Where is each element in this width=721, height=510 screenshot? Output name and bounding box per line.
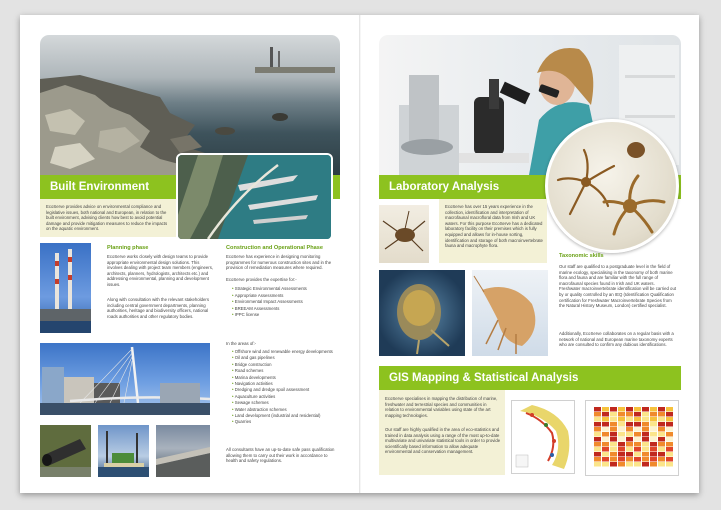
heatmap-cell (594, 422, 601, 427)
heatmap-cell (602, 432, 609, 437)
quay-photo (156, 425, 210, 477)
heatmap-cell (658, 457, 665, 462)
construction-heading: Construction and Operational Phase (226, 245, 323, 251)
copepod-specimen-photo (379, 270, 465, 356)
heatmap-cell (634, 427, 641, 432)
construction-closing: All consultants have an up-to-date safe pass qualification allowing them to carry out their work in accordance to health and safety regulations. (226, 447, 335, 464)
heatmap-cell (650, 412, 657, 417)
heatmap-cell (650, 447, 657, 452)
planning-phase-para1: EcoServe works closely with design teams to provide appropriate environmental design solutions. This involves dealing with project team members (engineers, architects, planners, hydrologists, architects etc.) and addressing environmental, planning and development issues. (107, 254, 214, 287)
heatmap-cell (658, 407, 665, 412)
area-item: • Road schemes (232, 368, 340, 374)
heatmap-cell (602, 457, 609, 462)
heatmap-cell (642, 417, 649, 422)
heatmap-cell (610, 437, 617, 442)
heatmap-cell (626, 427, 633, 432)
brochure-spread (20, 15, 699, 493)
area-item: • Oil and gas pipelines (232, 355, 340, 361)
heatmap-cell (602, 412, 609, 417)
area-item: • Dredging and dredge spoil assessment (232, 387, 340, 393)
right-page (379, 35, 681, 475)
heatmap-cell (626, 457, 633, 462)
heatmap-cell (658, 447, 665, 452)
taxonomic-skills-para1: Our staff are qualified to a postgraduate level in the field of marine ecology, specialising in the taxonomy of both marine flora and fauna and are familiar with the full range of macrofaunal species found in Irish and UK waters. Freshwater macroinvertebrate identification will be carried out by or quality controlled by an IEQ (Identification Qualification certification for Freshwater Macroinvertebrate Species from the Natural History Museum, London) certified specialist. (559, 264, 677, 309)
heatmap-cell (666, 427, 673, 432)
built-environment-intro: EcoServe provides advice on environmental compliance and legislative issues, both national and European, in relation to the built environment, advising clients how best to avoid potential damage and provide mitigation measures to reduce the impacts on the aquatic environment. (46, 204, 168, 232)
heatmap-cell (594, 432, 601, 437)
heatmap-cell (626, 447, 633, 452)
heatmap-cell (634, 447, 641, 452)
heatmap-cell (610, 407, 617, 412)
heatmap-cell (610, 457, 617, 462)
heatmap-cell (602, 437, 609, 442)
area-item: • Sewage schemes (232, 400, 340, 406)
heatmap-cell (650, 457, 657, 462)
expertise-item: • Environmental Impact Assessments (232, 299, 340, 306)
heatmap-cell (610, 422, 617, 427)
heatmap-cell (634, 437, 641, 442)
heatmap-cell (610, 452, 617, 457)
heatmap-cell (650, 442, 657, 447)
heatmap-cell (626, 422, 633, 427)
heatmap-cell (618, 412, 625, 417)
insect-specimen-photo (379, 205, 429, 263)
heatmap-cell (610, 462, 617, 467)
heatmap-cell (610, 417, 617, 422)
heatmap-cell (602, 452, 609, 457)
built-environment-title: Built Environment (50, 181, 150, 193)
heatmap-cell (658, 422, 665, 427)
heatmap-cell (666, 432, 673, 437)
heatmap-cell (642, 452, 649, 457)
heatmap-cell (666, 437, 673, 442)
heatmap-cell (650, 437, 657, 442)
area-item: • Quarries (232, 419, 340, 425)
heatmap-cell (650, 452, 657, 457)
heatmap-cell (658, 427, 665, 432)
heatmap-cell (602, 417, 609, 422)
heatmap-cell (658, 417, 665, 422)
planning-phase-para2: Along with consultation with the relevant stakeholders including central government departments, planning authorities, heritage and biodiversity officers, national roads authorities and other regulatory bodies. (107, 297, 209, 319)
heatmap-cell (610, 447, 617, 452)
heatmap-cell (634, 462, 641, 467)
heatmap-cell (642, 442, 649, 447)
heatmap-cell (626, 412, 633, 417)
heatmap-cell (594, 447, 601, 452)
planning-phase-heading: Planning phase (107, 245, 149, 251)
heatmap-cell (594, 452, 601, 457)
heatmap-cell (666, 452, 673, 457)
heatmap-cell (634, 412, 641, 417)
construction-para2: EcoServe provides the expertise for:- (226, 277, 297, 282)
area-item: • Marina developments (232, 375, 340, 381)
offshore-platform-photo (98, 425, 149, 477)
heatmap-cell (602, 422, 609, 427)
bridge-photo (40, 343, 210, 415)
heatmap-cell (626, 432, 633, 437)
heatmap-cell (650, 432, 657, 437)
heatmap-cell (610, 442, 617, 447)
heatmap-cell (650, 422, 657, 427)
construction-para1: EcoServe has experience in designing monitoring programmes for numerous construction sites and in the provision of remediation measures where required. (226, 254, 332, 271)
taxonomic-skills-heading: Taxonomic skills (559, 253, 604, 259)
heatmap-cell (658, 432, 665, 437)
heatmap-cell (618, 462, 625, 467)
area-item: • Land development (industrial and residential) (232, 413, 340, 419)
heatmap-cell (634, 452, 641, 457)
heatmap-cell (642, 447, 649, 452)
brittlestar-petri-dish-photo (545, 119, 679, 253)
heatmap-cell (594, 437, 601, 442)
heatmap-cell (594, 412, 601, 417)
area-item: • Bridge construction (232, 362, 340, 368)
heatmap-cell (618, 432, 625, 437)
heatmap-cell (634, 432, 641, 437)
expertise-list (232, 286, 340, 319)
expertise-item: • Appropriate Assessments (232, 293, 340, 300)
heatmap-cell (642, 462, 649, 467)
heatmap-cell (658, 452, 665, 457)
heatmap-cell (618, 422, 625, 427)
heatmap-cell (618, 417, 625, 422)
heatmap-cell (594, 442, 601, 447)
heatmap-cell (650, 462, 657, 467)
heatmap-cell (642, 427, 649, 432)
heatmap-cell (666, 412, 673, 417)
heatmap-cell (642, 432, 649, 437)
heatmap-cell (650, 427, 657, 432)
heatmap-cell (642, 422, 649, 427)
heatmap-cell (602, 447, 609, 452)
heatmap-cell (602, 427, 609, 432)
heatmap-cell (658, 462, 665, 467)
heatmap-cell (642, 457, 649, 462)
heatmap-cell (626, 442, 633, 447)
heatmap-cell (666, 417, 673, 422)
expertise-item: • BREEAM Assessments (232, 306, 340, 313)
heatmap-cell (634, 417, 641, 422)
area-item: • Navigation activities (232, 381, 340, 387)
areas-list (232, 349, 340, 426)
heatmap-cell (666, 457, 673, 462)
heatmap-cell (626, 407, 633, 412)
heatmap-cell (626, 417, 633, 422)
heatmap-cell (642, 407, 649, 412)
left-page (40, 35, 360, 475)
heatmap-cell (618, 447, 625, 452)
heatmap-cell (626, 462, 633, 467)
heatmap-cell (610, 427, 617, 432)
power-station-photo (40, 243, 91, 333)
heatmap-cell (602, 462, 609, 467)
gis-mapping-title: GIS Mapping & Statistical Analysis (389, 372, 579, 384)
heatmap-cell (666, 462, 673, 467)
marina-aerial-photo (176, 153, 333, 241)
gis-para1: EcoServe specialises in mapping the distribution of marine, freshwater and terrestrial species and communities in relation to environmental variables using state of the art mapping technologies. (385, 396, 498, 418)
heatmap-cell (650, 407, 657, 412)
area-item: • Aquaculture activities (232, 394, 340, 400)
page-fold (359, 15, 361, 493)
heatmap-cell (650, 417, 657, 422)
heatmap-cell (666, 407, 673, 412)
heatmap-cell (618, 442, 625, 447)
taxonomic-skills-para2: Additionally, EcoServe collaborates on a regular basis with a network of national and European marine taxonomy experts who are consulted to confirm any dubious identifications. (559, 331, 674, 348)
heatmap-cell (618, 427, 625, 432)
heatmap-cell (666, 422, 673, 427)
heatmap-cell (594, 427, 601, 432)
heatmap-cell (642, 437, 649, 442)
species-distribution-map (511, 400, 575, 474)
heatmap-cell (634, 422, 641, 427)
amphipod-specimen-photo (472, 270, 548, 356)
heatmap-cell (594, 462, 601, 467)
heatmap-cell (658, 437, 665, 442)
heatmap-cell (634, 407, 641, 412)
heatmap-cell (666, 442, 673, 447)
heatmap-cell (626, 437, 633, 442)
area-item: • Offshore wind and renewable energy developments (232, 349, 340, 355)
heatmap-cell (634, 457, 641, 462)
heatmap-cell (618, 437, 625, 442)
heatmap-cell (618, 452, 625, 457)
heatmap-cell (594, 407, 601, 412)
gis-mapping-banner (379, 366, 681, 390)
heatmap-cell (626, 452, 633, 457)
expertise-item: • IPPC license (232, 312, 340, 319)
area-item: • Water abstraction schemes (232, 407, 340, 413)
heatmap-cell (618, 407, 625, 412)
heatmap-cell (642, 412, 649, 417)
heatmap-cell (634, 442, 641, 447)
heatmap-cell (602, 407, 609, 412)
gis-para2: Our staff are highly qualified in the area of eco-statistics and trained in data analysis using a range of the most up-to-date multivariate and univariate statistical tools in order to provide scientifically based information to allow adequate environmental and conservation management. (385, 427, 501, 455)
heatmap-cell (610, 412, 617, 417)
expertise-item: • Strategic Environmental Assessments (232, 286, 340, 293)
heatmap-cell (594, 417, 601, 422)
laboratory-intro: EcoServe has over 15 years experience in the collection, identification and interpretation of macrofaunal macrofloral data from Irish and UK waters. For this purpose EcoServe has a dedicated laboratory facility on their premises which is fully equipped and allows for in-house sorting, identification and storage of both macroinvertebrate fauna and macrophyte flora. (445, 204, 543, 249)
heatmap-cell (666, 447, 673, 452)
heatmap-cell (658, 442, 665, 447)
heatmap-cell (602, 442, 609, 447)
heatmap-cell (658, 412, 665, 417)
areas-label: In the areas of:- (226, 341, 257, 346)
laboratory-analysis-title: Laboratory Analysis (389, 181, 500, 193)
heatmap-cell (618, 457, 625, 462)
heatmap-cell (610, 432, 617, 437)
pipe-photo (40, 425, 91, 477)
statistical-analysis-chart (585, 400, 679, 476)
heatmap-cell (594, 457, 601, 462)
